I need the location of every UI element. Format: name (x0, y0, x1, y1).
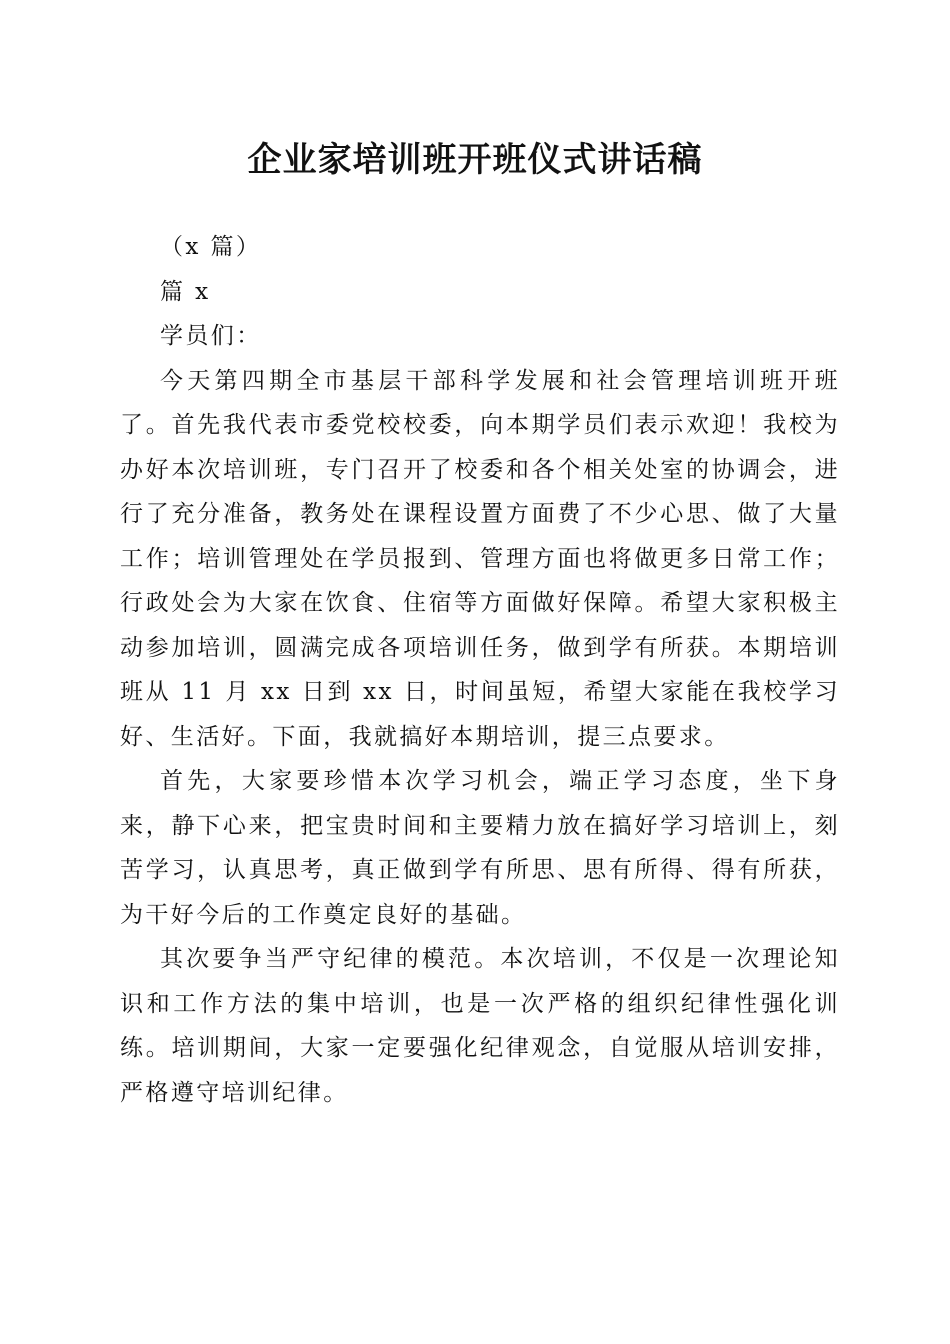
paragraph-section-label: 篇 x (160, 278, 211, 305)
paragraph-volume-count: （x 篇） (160, 234, 262, 260)
document-title: 企业家培训班开班仪式讲话稿 (247, 140, 703, 180)
document-body (120, 225, 840, 1115)
paragraph-salutation: 学员们： (160, 323, 262, 349)
paragraph-second-requirement: 其次要争当严守纪律的模范。本次培训，不仅是一次理论知识和工作方法的集中培训，也是一次严格的组织纪律性强化训练。培训期间，大家一定要强化纪律观念，自觉服从培训安排，严格遵守培训纪律。 (120, 946, 840, 1106)
paragraph-opening: 今天第四期全市基层干部科学发展和社会管理培训班开班了。首先我代表市委党校校委，向本期学员们表示欢迎！我校为办好本次培训班，专门召开了校委和各个相关处室的协调会，进行了充分准备，教务处在课程设置方面费了不少心思、做了大量工作；培训管理处在学员报到、管理方面也将做更多日常工作；行政处会为大家在饮食、住宿等方面做好保障。希望大家积极主动参加培训，圆满完成各项培训任务，做到学有所获。本期培训班从 11 月 xx 日到 xx 日，时间虽短，希望大家能在我校学习好、生活好。下面，我就搞好本期培训，提三点要求。 (120, 367, 840, 750)
paragraph-first-requirement: 首先，大家要珍惜本次学习机会，端正学习态度，坐下身来，静下心来，把宝贵时间和主要精力放在搞好学习培训上，刻苦学习，认真思考，真正做到学有所思、思有所得、得有所获，为干好今后的工作奠定良好的基础。 (120, 768, 840, 928)
